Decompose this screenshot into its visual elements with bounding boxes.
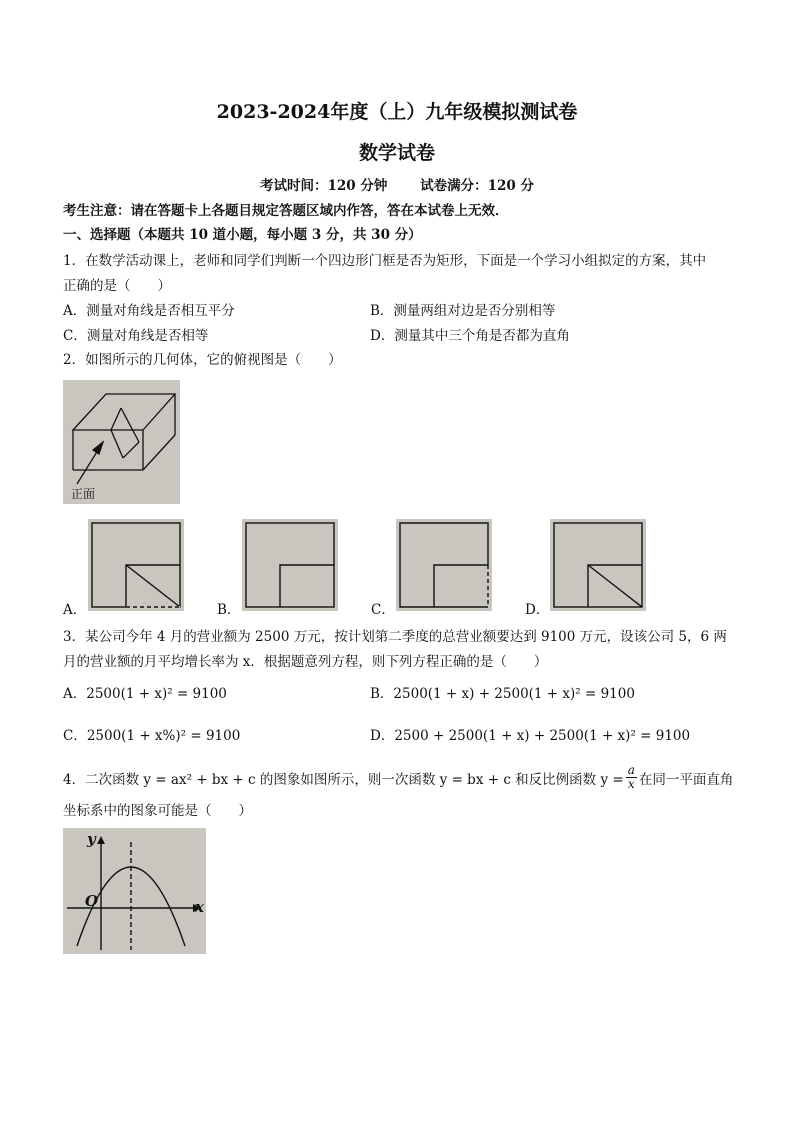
fraction-numerator: a xyxy=(627,763,635,777)
exam-subtitle: 数学试卷 xyxy=(358,142,435,164)
q1-option-c: C．测量对角线是否相等 xyxy=(63,328,209,344)
q1-option-b: B．测量两组对边是否分别相等 xyxy=(370,303,556,319)
parabola-graph-svg xyxy=(63,828,206,954)
q1-option-d: D．测量其中三个角是否都为直角 xyxy=(370,328,570,344)
q2-solid-figure xyxy=(63,380,180,504)
exam-score: 试卷满分：120 分 xyxy=(420,178,534,194)
q3-option-c: C．2500(1 + x%)² = 9100 xyxy=(63,728,241,744)
q4-stem-line1 xyxy=(63,764,733,791)
q2-option-d-figure xyxy=(550,519,646,611)
q4-stem-part1: 4．二次函数 y = ax² + bx + c 的图象如图所示，则一次函数 y = bx + c 和反比例函数 y = xyxy=(63,771,624,788)
q3-option-b: B．2500(1 + x) + 2500(1 + x)² = 9100 xyxy=(370,686,635,702)
section-heading: 一、选择题（本题共 10 道小题，每小题 3 分，共 30 分） xyxy=(63,227,422,243)
exam-meta xyxy=(0,174,794,194)
q1-stem-line1: 1．在数学活动课上，老师和同学们判断一个四边形门框是否为矩形，下面是一个学习小组拟定的方案，其中 xyxy=(63,253,707,269)
q4-stem-part2: 在同一平面直角 xyxy=(638,771,734,788)
q2-option-a-label: A． xyxy=(63,602,87,618)
exam-title: 2023-2024年度（上）九年级模拟测试卷 xyxy=(216,101,578,123)
q2-option-c-label: C． xyxy=(371,602,395,618)
q4-parabola-figure xyxy=(63,828,206,954)
q2-option-a-figure xyxy=(88,519,184,611)
q1-option-a: A．测量对角线是否相互平分 xyxy=(63,303,235,319)
q2-option-d-label: D． xyxy=(525,602,550,618)
q3-stem-line1: 3．某公司今年 4 月的营业额为 2500 万元，按计划第二季度的总营业额要达到 9100 万元，设该公司 5，6 两 xyxy=(63,629,727,645)
fraction-denominator: x xyxy=(627,777,635,791)
q3-option-d: D．2500 + 2500(1 + x) + 2500(1 + x)² = 9100 xyxy=(370,728,691,744)
q2-option-c-figure xyxy=(396,519,492,611)
exam-notice: 考生注意：请在答题卡上各题目规定答题区域内作答，答在本试卷上无效． xyxy=(63,203,509,219)
q2-option-b-label: B． xyxy=(217,602,241,618)
q2-option-b-figure xyxy=(242,519,338,611)
q1-stem-line2: 正确的是（ ） xyxy=(63,278,171,294)
q4-stem-line2: 坐标系中的图象可能是（ ） xyxy=(63,803,252,819)
q3-option-a: A．2500(1 + x)² = 9100 xyxy=(63,686,227,702)
origin-label: O xyxy=(85,892,99,910)
x-axis-label: x xyxy=(195,898,204,916)
y-axis-label: y xyxy=(87,830,96,848)
front-label: 正面 xyxy=(71,487,96,501)
exam-time: 考试时间：120 分钟 xyxy=(260,178,388,194)
q3-stem-line2: 月的营业额的月平均增长率为 x．根据题意列方程，则下列方程正确的是（ ） xyxy=(63,654,548,670)
q4-fraction xyxy=(626,764,637,791)
q2-stem: 2．如图所示的几何体，它的俯视图是（ ） xyxy=(63,352,342,368)
